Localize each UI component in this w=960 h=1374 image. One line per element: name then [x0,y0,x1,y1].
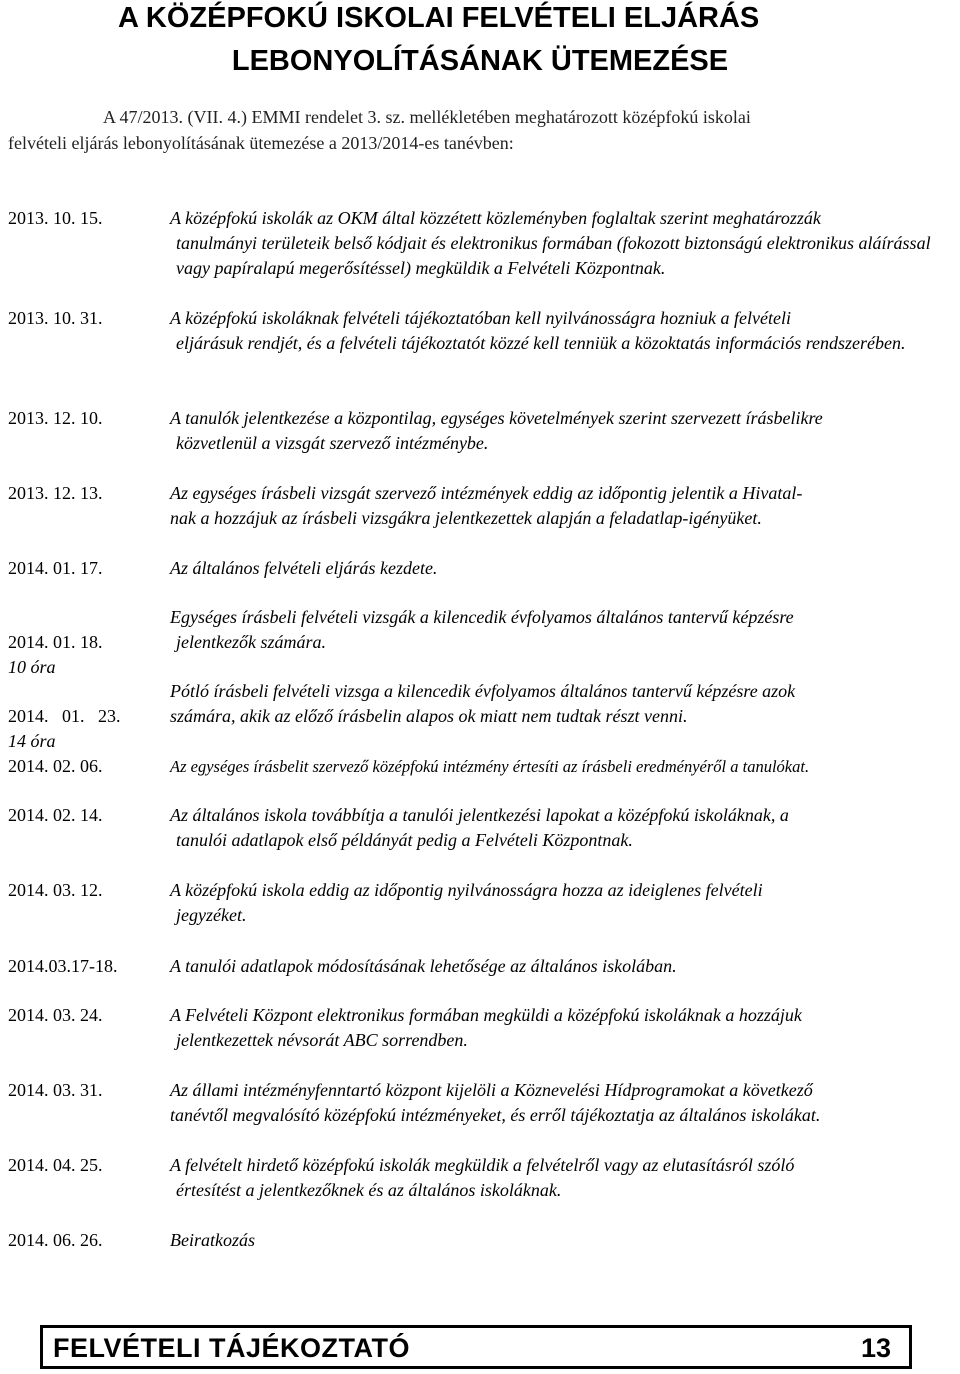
entry-date: 2014. 03. 12. [8,880,103,900]
entry-date: 2013. 10. 31. [8,308,103,328]
entry-description [170,556,960,581]
entry-date: 2014. 06. 26. [8,1230,103,1250]
entry-description [170,306,960,356]
entry-text-first: Pótló írásbeli felvételi vizsga a kilencedik évfolyamos általános tantervű képzésre azok [170,681,796,701]
title-line-2: LEBONYOLÍTÁSÁNAK ÜTEMEZÉSE [231,45,729,77]
entry-text-rest: jelentkezettek névsorát ABC sorrendben. [176,1030,468,1050]
entry-text-first: Az egységes írásbeli vizsgát szervező intézmények eddig az időpontig jelentik a Hivatal- [170,483,803,503]
page-footer [40,1325,912,1369]
entry-text-rest: közvetlenül a vizsgát szervező intézménybe. [176,433,489,453]
entry-text-first: Az állami intézményfenntartó központ kijelöli a Köznevelési Hídprogramokat a következő [170,1080,813,1100]
entry-time: 14 óra [8,731,56,751]
intro-paragraph [8,104,953,156]
entry-text-rest: értesítést a jelentkezőknek és az általános iskoláknak. [176,1180,562,1200]
entry-text-rest: jegyzéket. [176,905,247,925]
entry-date: 2013. 12. 13. [8,483,103,503]
entry-description [170,954,960,979]
entry-time: 10 óra [8,657,56,677]
entry-description [170,406,960,456]
entry-text-rest: számára, akik az előző írásbelin alapos ok miatt nem tudtak részt venni. [170,706,688,726]
entry-date: 2013. 12. 10. [8,408,103,428]
entry-date: 2014. 02. 14. [8,805,103,825]
entry-description [170,1153,960,1203]
entry-text-rest: jelentkezők számára. [176,632,326,652]
entry-description [170,1228,960,1253]
entry-text-first: Az általános iskola továbbítja a tanulói jelentkezési lapokat a középfokú iskoláknak, a [170,805,789,825]
entry-text-rest: tanulmányi területeik belső kódjait és elektronikus formában (fokozott biztonságú elektronikus aláírással vagy papíralapú megerősítéssel) megküldik a Felvételi Központnak. [176,233,931,278]
entry-text-rest: eljárásuk rendjét, és a felvételi tájékoztatót közzé kell tenniük a közoktatás információs rendszerében. [176,333,906,353]
entry-date: 2014. 01. 18. [8,632,103,652]
entry-date: 2014.03.17-18. [8,956,118,976]
entry-date: 2014. 03. 31. [8,1080,103,1100]
title-line-1: A KÖZÉPFOKÚ ISKOLAI FELVÉTELI ELJÁRÁS [118,2,760,34]
entry-text-first: A tanulói adatlapok módosításának lehetősége az általános iskolában. [170,956,677,976]
intro-line-2: felvételi eljárás lebonyolításának ütemezése a 2013/2014-es tanévben: [8,133,514,153]
page-number: 13 [860,1333,891,1363]
entry-text-first: Beiratkozás [170,1230,255,1250]
entry-text-first: A Felvételi Központ elektronikus formában megküldi a középfokú iskoláknak a hozzájuk [170,1005,802,1025]
entry-text-rest: nak a hozzájuk az írásbeli vizsgákra jelentkezettek alapján a feladatlap-igényüket. [170,508,762,528]
entry-text-first: Az egységes írásbelit szervező középfokú intézmény értesíti az írásbeli eredményéről a tanulókat. [170,757,810,776]
intro-line-1: A 47/2013. (VII. 4.) EMMI rendelet 3. sz. mellékletében meghatározott középfokú iskolai [103,107,751,127]
entry-text-first: A felvételt hirdető középfokú iskolák megküldik a felvételről vagy az elutasításról szóló [170,1155,795,1175]
entry-text-first: A középfokú iskoláknak felvételi tájékoztatóban kell nyilvánosságra hozniuk a felvételi [170,308,791,328]
entry-text-rest: tanévtől megvalósító középfokú intézményeket, és erről tájékoztatja az általános iskolákat. [170,1105,821,1125]
entry-text-first: A tanulók jelentkezése a központilag, egységes követelmények szerint szervezett írásbelikre [170,408,823,428]
entry-date: 2014. 03. 24. [8,1005,103,1025]
entry-text-rest: tanulói adatlapok első példányát pedig a Felvételi Központnak. [176,830,633,850]
entry-description [170,605,960,655]
entry-text-first: A középfokú iskola eddig az időpontig nyilvánosságra hozza az ideiglenes felvételi [170,880,763,900]
entry-text-first: Az általános felvételi eljárás kezdete. [170,558,438,578]
entry-description [170,206,960,281]
entry-text-first: Egységes írásbeli felvételi vizsgák a kilencedik évfolyamos általános tantervű képzésre [170,607,794,627]
entry-description [170,754,960,779]
entry-date: 2014. 01. 17. [8,558,103,578]
entry-description [170,1003,960,1053]
entry-description [170,481,960,531]
entry-date: 2014. 04. 25. [8,1155,103,1175]
entry-date: 2014. 01. 23. [8,706,121,726]
entry-description [170,878,960,928]
entry-date: 2014. 02. 06. [8,756,103,776]
footer-title: FELVÉTELI TÁJÉKOZTATÓ [53,1333,410,1363]
entry-date: 2013. 10. 15. [8,208,103,228]
entry-description [170,803,960,853]
entry-text-first: A középfokú iskolák az OKM által közzétett közleményben foglaltak szerint meghatározzák [170,208,821,228]
entry-description [170,1078,960,1128]
entry-description [170,679,960,729]
